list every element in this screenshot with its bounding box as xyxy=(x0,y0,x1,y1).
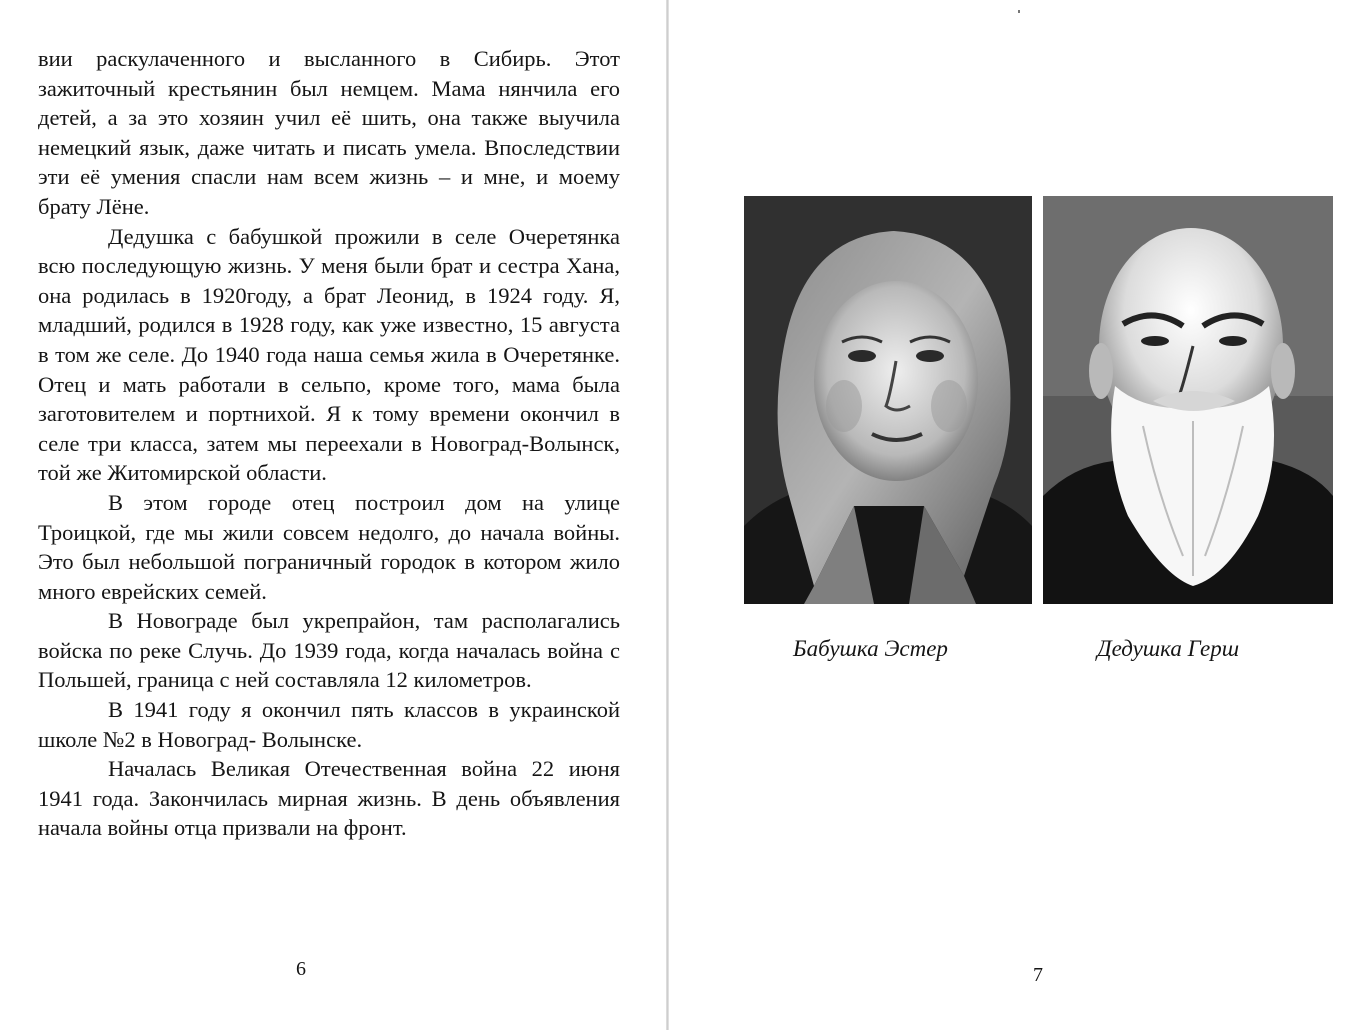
left-page xyxy=(0,0,666,1030)
paragraph: В этом городе отец построил дом на улице Троицкой, где мы жили совсем недолго, до начала войны. Это был небольшой пограничный городок в котором жило много еврейских семей. xyxy=(38,489,620,604)
scan-speck xyxy=(1018,10,1020,13)
page-number: 7 xyxy=(1033,964,1043,986)
paragraph: В Новограде был укрепрайон, там располагались войска по реке Случь. До 1939 года, когда началась война с Польшей, граница с ней составляла 12 километров. xyxy=(38,608,620,693)
caption-grandfather: Дедушка Герш xyxy=(1097,636,1240,661)
paragraph: В 1941 году я окончил пять классов в украинской школе №2 в Новоград- Волынске. xyxy=(38,697,620,752)
paragraph: Началась Великая Отечественная война 22 июня 1941 года. Закончилась мирная жизнь. В день объявления начала войны отца призвали на фронт. xyxy=(38,756,620,841)
page-number: 6 xyxy=(296,958,306,980)
portrait-grandfather-gersh xyxy=(1043,196,1333,604)
body-text xyxy=(38,44,620,843)
caption-grandmother: Бабушка Эстер xyxy=(793,636,948,661)
paragraph: вии раскулаченного и высланного в Сибирь. Этот зажиточный крестьянин был немцем. Мама нянчила его детей, а за это хозяин учил её шить, она также выучила немецкий язык, даже читать и писать умела. Впоследствии эти её умения спасли нам всем жизнь – и мне, и моему брату Лёне. xyxy=(38,46,620,219)
grandfather-drawing xyxy=(1043,196,1333,604)
right-page xyxy=(669,0,1353,1030)
paragraph: Дедушка с бабушкой прожили в селе Очеретянка всю последующую жизнь. У меня были брат и сестра Хана, она родилась в 1920году, а брат Леонид, в 1924 году. Я, младший, родился в 1928 году, как уже известно, 15 августа в том же селе. До 1940 года наша семья жила в Очеретянке. Отец и мать работали в сельпо, кроме того, мама была заготовителем и портнихой. Я к тому времени окончил в селе три класса, затем мы переехали в Новоград-Волынск, той же Житомирской области. xyxy=(38,223,620,486)
grandmother-drawing xyxy=(744,196,1032,604)
portrait-grandmother-ester xyxy=(744,196,1032,604)
